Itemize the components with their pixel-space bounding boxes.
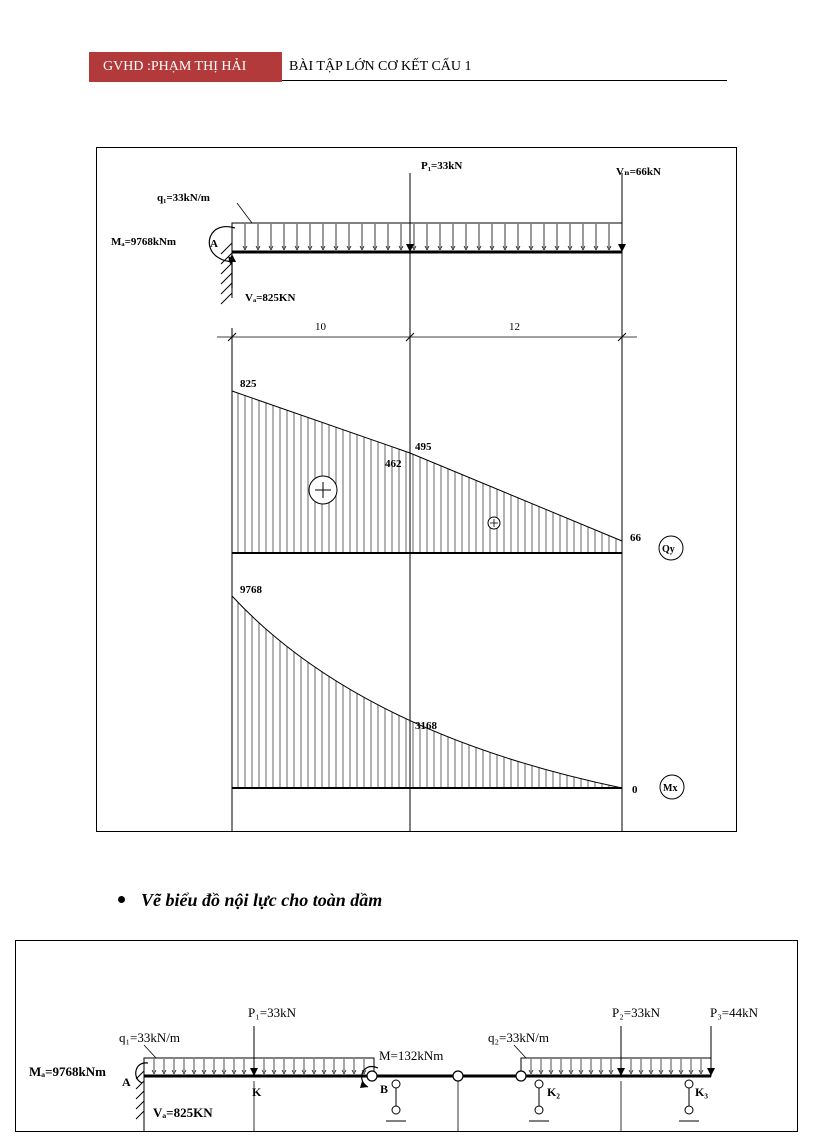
beam-diagram-frame-2 — [15, 940, 798, 1132]
hinge-b — [367, 1071, 377, 1081]
header-rule — [282, 80, 727, 81]
moment-diagram-label: Mx — [663, 783, 678, 794]
moment-value-end: 0 — [632, 784, 638, 796]
q2-load-arrows — [529, 1059, 703, 1074]
label-moment-m: M=132kNm — [379, 1048, 444, 1063]
label-point-k: K — [252, 1085, 262, 1099]
label-support-a: A — [210, 238, 218, 250]
label-q1-2: q₁=33kN/m — [119, 1030, 180, 1045]
label-ma-2: Mₐ=9768kNm — [29, 1064, 106, 1079]
label-v-end: Vₙ=66kN — [616, 166, 661, 178]
label-p1-2: P₁=33kN — [248, 1005, 296, 1020]
moment-value-start: 9768 — [240, 584, 262, 596]
label-va: Vₐ=825KN — [245, 292, 296, 304]
instructor-badge: GVHD :PHẠM THỊ HẢI — [89, 52, 282, 82]
q1-load-box — [144, 1058, 374, 1076]
hinge-mid — [453, 1071, 463, 1081]
label-ma: Mₐ=9768kNm — [111, 236, 177, 248]
section-heading-text: Vẽ biểu đồ nội lực cho toàn dầm — [141, 890, 383, 910]
section-heading — [118, 890, 382, 911]
label-point-k3: K₃ — [695, 1085, 708, 1099]
beam-diagram-2 — [16, 941, 797, 1131]
fixed-support-hatch-2 — [136, 1061, 144, 1131]
q1-load-arrows — [152, 1059, 366, 1074]
page-header — [89, 52, 727, 82]
fixed-support-hatch — [221, 238, 232, 304]
label-va-2: Vₐ=825KN — [153, 1105, 213, 1120]
label-support-a-2: A — [122, 1075, 131, 1089]
bullet-icon — [118, 896, 125, 903]
label-point-b: B — [380, 1082, 389, 1096]
label-p1: P₁=33kN — [421, 160, 463, 172]
moment-diagram-hatch — [238, 602, 616, 788]
shear-diagram-label: Qy — [662, 544, 675, 555]
label-q2: q₂=33kN/m — [488, 1030, 549, 1045]
document-title: BÀI TẬP LỚN CƠ KẾT CẤU 1 — [289, 59, 472, 74]
label-point-k2: K₂ — [547, 1085, 560, 1099]
moment-value-mid: 3168 — [415, 720, 437, 732]
roller-supports — [386, 1080, 699, 1121]
shear-value-start: 825 — [240, 378, 257, 390]
label-q1: q₁=33kN/m — [157, 192, 210, 204]
shear-diagram-hatch — [238, 393, 616, 553]
label-p2: P₂=33kN — [612, 1005, 660, 1020]
shear-value-end: 66 — [630, 532, 641, 544]
hinge-q2 — [516, 1071, 526, 1081]
shear-value-mid-right: 495 — [415, 441, 432, 453]
shear-value-mid-left: 462 — [385, 458, 402, 470]
distributed-load-arrows — [243, 224, 611, 250]
beam-diagram-1 — [97, 148, 736, 831]
q2-load-box — [521, 1058, 711, 1076]
dimension-12: 12 — [509, 321, 520, 333]
beam-diagram-frame-1 — [96, 147, 737, 832]
dimension-10: 10 — [315, 321, 326, 333]
label-p3: P₃=44kN — [710, 1005, 758, 1020]
